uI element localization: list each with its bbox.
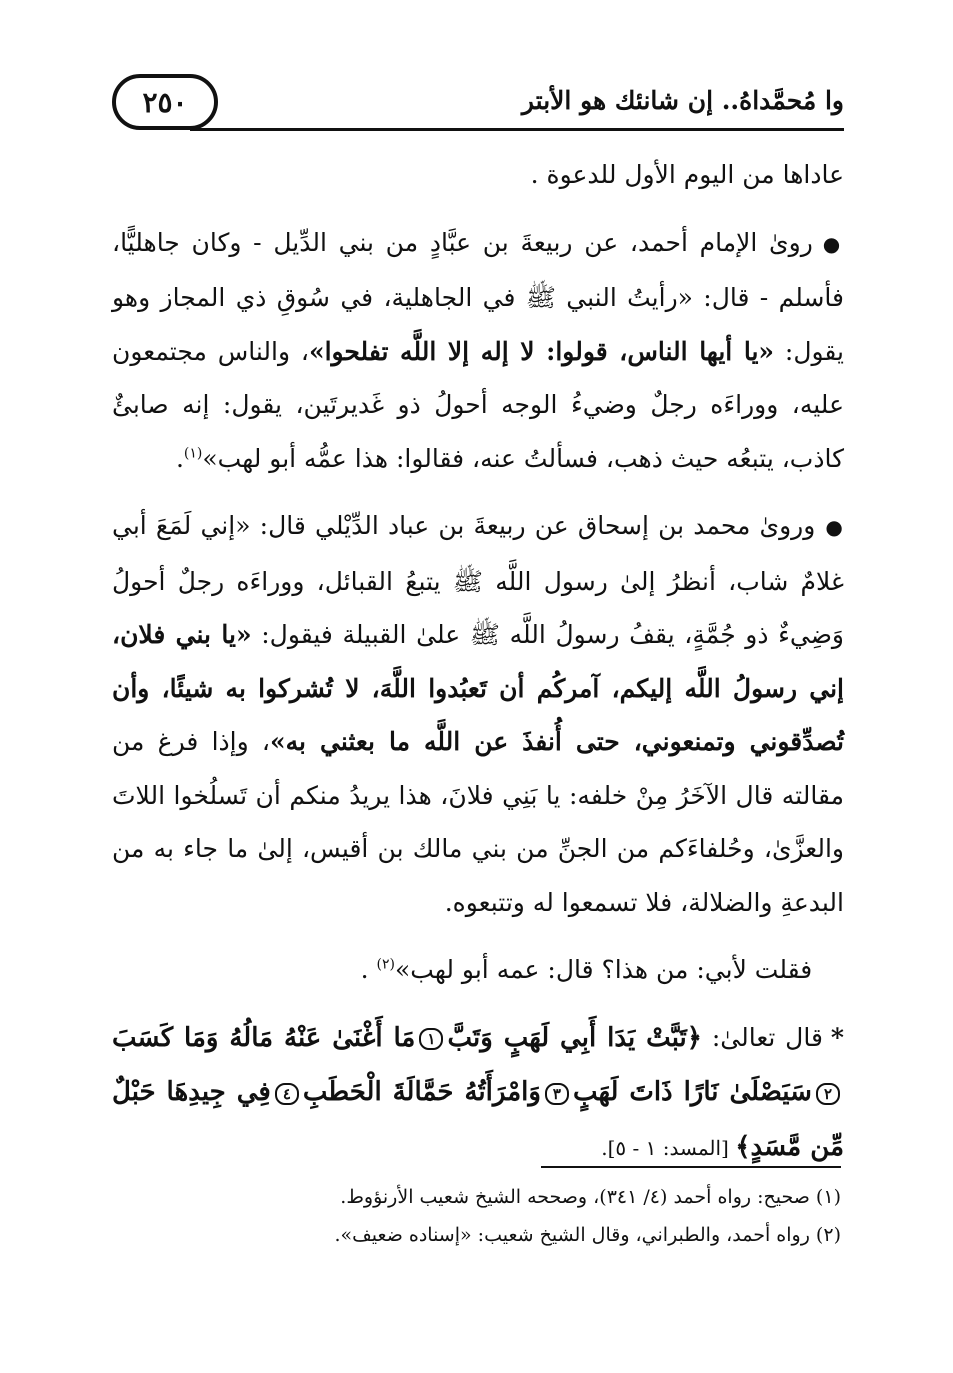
footnote-ref-1: (١): [183, 445, 203, 462]
p1-quote: «يا أيها الناس، قولوا: لا إله إلا اللَّه تفلحوا»: [308, 336, 775, 366]
ayah-2: مَا أَغْنَىٰ عَنْهُ مَالُهُ وَمَا كَسَبَ: [112, 1022, 416, 1053]
footnote-1: (١) صحيح: رواه أحمد (٤/ ٣٤١)، وصححه الشيخ شعيب الأرنؤوط.: [340, 1186, 841, 1208]
ayah-number-3: ٣: [545, 1083, 569, 1105]
bullet-icon: ●: [825, 515, 844, 539]
p1-text-c: ، والناس مجتمعون عليه، ووراءَه رجلٌ وضيءُ الوجه أحولُ ذو غَديرتَين، يقول: إنه صابئٌ كاذب، يتبعُه حيث ذهب، فسألتُ عنه، فقالوا: هذا عمُّه أبو لهب»: [112, 336, 844, 473]
footnotes: [109, 1178, 841, 1254]
footnote-ref-2: (٢): [376, 956, 395, 973]
star-icon: *: [830, 1022, 844, 1052]
p2-text-c: ، وإذا فرغ من مقالته قال الآخَرُ مِنْ خلفه: يا بَنِي فلانَ، هذا يريدُ منكم أن تَسلُخوا اللاتَ والعزَّىٰ، وحُلفاءَكم من الجنِّ من بني مالك بن أقيس، إلىٰ ما جاء به من البدعةِ والضلالة، فلا تسمعوا له وتتبعوه.: [112, 727, 844, 917]
footnote-2: (٢) رواه أحمد، والطبراني، وقال الشيخ شعيب: «إسناده ضعيف».: [334, 1224, 841, 1246]
ayah-number-1: ١: [419, 1028, 443, 1050]
header-rule: [190, 128, 844, 131]
p1-text-a: روىٰ الإمام أحمد، عن ربيعةَ بن عبَّادٍ من بني الدِّيل - وكان جاهليًّا، فأسلم - قال: «رأيتُ النبي ﷺ في الجاهلية، في سُوقِ ذي المجاز وهو يقول:: [112, 227, 844, 366]
surah-reference: [المسد: ١ - ٥].: [601, 1135, 736, 1160]
page-number: ٢٥٠: [142, 85, 188, 119]
footnote-rule: [541, 1166, 841, 1168]
running-header: [112, 66, 844, 136]
p3-text-a: فقلت لأبي: من هذا؟ قال: عمه أبو لهب»: [395, 955, 813, 984]
paragraph-4: [112, 1011, 844, 1176]
paragraph-1: [112, 216, 844, 486]
p3-text-b: .: [360, 955, 377, 984]
paragraph-0: عاداها من اليوم الأول للدعوة .: [530, 160, 844, 189]
page-number-badge: [112, 74, 218, 130]
main-text: [112, 148, 844, 1175]
ayah-5: فِي جِيدِهَا حَبْلٌ مِّن مَّسَدٍ﴾: [112, 1077, 844, 1162]
p2-quote: «يا بني فلان، إني رسولُ اللَّه إليكم، آمركُم أن تَعبُدوا اللَّهَ، لا تُشركوا به شيئًا، وأن تُصدِّقوني وتمنعوني، حتى أُنفذَ عن اللَّه ما بعثني به»: [112, 620, 845, 756]
header-title: وا مُحمَّداهُ.. إن شانئك هو الأبتر: [521, 86, 844, 115]
ayah-1: ﴿تَبَّتْ يَدَا أَبِي لَهَبٍ وَتَبَّ: [447, 1022, 703, 1053]
ayah-number-4: ٤: [275, 1083, 299, 1105]
ayah-number-2: ٢: [816, 1083, 840, 1105]
paragraph-3: [112, 943, 844, 997]
bullet-icon: ●: [822, 231, 845, 256]
paragraph-2: [112, 499, 844, 929]
ayah-4: وَامْرَأَتُهُ حَمَّالَةَ الْحَطَبِ: [302, 1077, 541, 1107]
ayah-3: سَيَصْلَىٰ نَارًا ذَاتَ لَهَبٍ: [572, 1077, 812, 1107]
p4-intro: قال تعالىٰ:: [702, 1022, 823, 1052]
p1-end: .: [175, 443, 184, 473]
p2-text-a: وروىٰ محمد بن إسحاق عن ربيعةَ بن عباد الدِّيْلي قال: «إني لَمَعَ أبي غلامٌ شاب، أنظرُ إلىٰ رسول اللَّه ﷺ يتبعُ القبائل، ووراءَه رجلٌ أحولُ وَضِيءٌ ذو جُمَّةٍ، يقفُ رسولُ اللَّه ﷺ علىٰ القبيلة فيقول:: [112, 511, 845, 649]
